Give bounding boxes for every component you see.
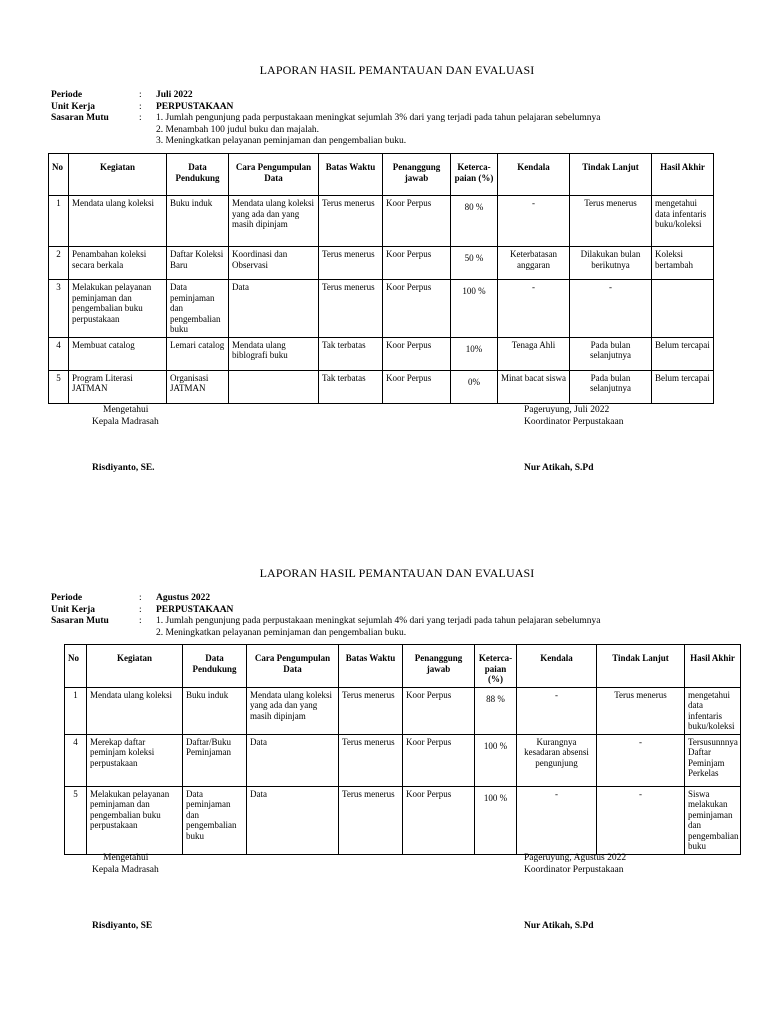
header-hasil-akhir: Hasil Akhir [652, 154, 714, 196]
cell-kegiatan: Penambahan koleksi secara berkala [69, 247, 167, 280]
unit-label: Unit Kerja [51, 101, 96, 112]
header-no: No [65, 645, 87, 688]
sig-right-line1: Pageruyung, Juli 2022 [524, 405, 610, 415]
header-cara-pengumpulan: Cara Pengumpulan Data [229, 154, 319, 196]
cell-batas-waktu: Tak terbatas [319, 337, 383, 370]
header-penanggung-jawab: Penanggung jawab [403, 645, 475, 688]
cell-penanggung-jawab: Koor Perpus [383, 280, 451, 338]
cell-hasil-akhir [652, 280, 714, 338]
cell-no: 5 [49, 370, 69, 403]
table-header-row [65, 645, 741, 688]
cell-ketercapaian: 80 % [451, 196, 498, 247]
cell-cara-pengumpulan: Data [247, 734, 339, 786]
sasaran-label: Sasaran Mutu [51, 113, 109, 123]
cell-data-pendukung: Buku induk [167, 196, 229, 247]
cell-data-pendukung: Daftar/Buku Peminjaman [183, 734, 247, 786]
cell-batas-waktu: Terus menerus [319, 196, 383, 247]
cell-tindak-lanjut: - [597, 786, 685, 854]
cell-data-pendukung: Data peminjaman dan pengembalian buku [183, 786, 247, 854]
header-batas-waktu: Batas Waktu [339, 645, 403, 688]
header-hasil-akhir: Hasil Akhir [685, 645, 741, 688]
cell-batas-waktu: Terus menerus [339, 734, 403, 786]
table-header-row [49, 154, 714, 196]
cell-hasil-akhir: Koleksi bertambah [652, 247, 714, 280]
cell-data-pendukung: Lemari catalog [167, 337, 229, 370]
sasaran-label: Sasaran Mutu [51, 616, 109, 626]
table-row [65, 734, 741, 786]
header-data-pendukung: Data Pendukung [167, 154, 229, 196]
cell-penanggung-jawab: Koor Perpus [403, 734, 475, 786]
cell-tindak-lanjut: Terus menerus [570, 196, 652, 247]
table-row [65, 786, 741, 854]
header-ketercapaian: Keterca-paian (%) [475, 645, 517, 688]
table-row [65, 687, 741, 734]
sig-left-line2: Kepala Madrasah [92, 417, 159, 427]
cell-cara-pengumpulan: Mendata ulang koleksi yang ada dan yang masih dipinjam [229, 196, 319, 247]
sasaran-item: 3. Meningkatkan pelayanan peminjaman dan pengembalian buku. [156, 136, 407, 146]
sig-right-name: Nur Atikah, S.Pd [524, 463, 594, 473]
sig-left-name: Risdiyanto, SE [92, 921, 153, 931]
header-data-pendukung: Data Pendukung [183, 645, 247, 688]
cell-tindak-lanjut: Dilakukan bulan berikutnya [570, 247, 652, 280]
sasaran-item: 2. Menambah 100 judul buku dan majalah. [156, 124, 320, 135]
sig-left-line1: Mengetahui [103, 853, 149, 863]
cell-cara-pengumpulan: Mendata ulang koleksi yang ada dan yang masih dipinjam [247, 687, 339, 734]
cell-cara-pengumpulan: Mendata ulang biblografi buku [229, 337, 319, 370]
sasaran-item: 1. Jumlah pengunjung pada perpustakaan meningkat sejumlah 4% dari yang terjadi pada tahun pelajaran sebelumnya [156, 616, 601, 626]
cell-tindak-lanjut: - [597, 734, 685, 786]
cell-cara-pengumpulan: Koordinasi dan Observasi [229, 247, 319, 280]
cell-kendala: - [498, 280, 570, 338]
header-kegiatan: Kegiatan [69, 154, 167, 196]
table-row [49, 370, 714, 403]
cell-kendala: Kurangnya kesadaran absensi pengunjung [517, 734, 597, 786]
cell-penanggung-jawab: Koor Perpus [403, 687, 475, 734]
cell-no: 1 [49, 196, 69, 247]
cell-ketercapaian: 100 % [475, 786, 517, 854]
cell-penanggung-jawab: Koor Perpus [383, 370, 451, 403]
periode-label: Periode [51, 593, 83, 603]
cell-penanggung-jawab: Koor Perpus [403, 786, 475, 854]
cell-data-pendukung: Organisasi JATMAN [167, 370, 229, 403]
table-row [49, 247, 714, 280]
cell-data-pendukung: Buku induk [183, 687, 247, 734]
cell-tindak-lanjut: - [570, 280, 652, 338]
header-tindak-lanjut: Tindak Lanjut [570, 154, 652, 196]
cell-tindak-lanjut: Pada bulan selanjutnya [570, 337, 652, 370]
sig-right-line2: Koordinator Perpustakaan [524, 865, 624, 875]
cell-no: 4 [49, 337, 69, 370]
cell-batas-waktu: Terus menerus [339, 687, 403, 734]
unit-value: PERPUSTAKAAN [156, 604, 234, 615]
cell-kegiatan: Merekap daftar peminjam koleksi perpustakaan [87, 734, 183, 786]
cell-hasil-akhir: Belum tercapai [652, 337, 714, 370]
evaluation-table [48, 153, 714, 404]
sig-right-name: Nur Atikah, S.Pd [524, 921, 594, 931]
cell-hasil-akhir: Tersusunnnya Daftar Peminjam Perkelas [685, 734, 741, 786]
cell-kendala: - [498, 196, 570, 247]
header-kegiatan: Kegiatan [87, 645, 183, 688]
cell-kendala: Tenaga Ahli [498, 337, 570, 370]
report-meta: Periode : Agustus 2022 Unit Kerja : PERPUSTAKAAN Sasaran Mutu : 1. Jumlah pengunjung pada perpustakaan meningkat sejumlah 4% dari yang terjadi pada tahun pelajaran sebelumnya 2. Meningkatkan pelayanan peminjaman dan pengembalian buku. [51, 593, 601, 638]
cell-hasil-akhir: Siswa melakukan peminjaman dan pengembalian buku [685, 786, 741, 854]
cell-ketercapaian: 0% [451, 370, 498, 403]
cell-penanggung-jawab: Koor Perpus [383, 196, 451, 247]
table-row [49, 196, 714, 247]
report-title: LAPORAN HASIL PEMANTAUAN DAN EVALUASI [259, 63, 535, 77]
sig-right-line1: Pageruyung, Agustus 2022 [524, 853, 627, 863]
unit-value: PERPUSTAKAAN [156, 101, 234, 112]
cell-kendala: Minat bacat siswa [498, 370, 570, 403]
cell-kegiatan: Melakukan pelayanan peminjaman dan pengembalian buku perpustakaan [87, 786, 183, 854]
cell-kegiatan: Program Literasi JATMAN [69, 370, 167, 403]
cell-batas-waktu: Terus menerus [339, 786, 403, 854]
cell-batas-waktu: Terus menerus [319, 247, 383, 280]
cell-penanggung-jawab: Koor Perpus [383, 247, 451, 280]
cell-kendala: - [517, 786, 597, 854]
sig-left-line2: Kepala Madrasah [92, 865, 159, 875]
cell-no: 2 [49, 247, 69, 280]
sig-left-name: Risdiyanto, SE. [92, 463, 155, 473]
cell-tindak-lanjut: Terus menerus [597, 687, 685, 734]
report-meta: Periode : Juli 2022 Unit Kerja : PERPUSTAKAAN Sasaran Mutu : 1. Jumlah pengunjung pada perpustakaan meningkat sejumlah 3% dari yang terjadi pada tahun pelajaran sebelumnya 2. Menambah 100 judul buku dan majalah. 3. Meningkatkan pelayanan peminjaman dan pengembalian buku. [51, 90, 601, 146]
periode-label: Periode [51, 90, 83, 100]
cell-no: 4 [65, 734, 87, 786]
cell-hasil-akhir: mengetahui data infentaris buku/koleksi [652, 196, 714, 247]
cell-cara-pengumpulan: Data [229, 280, 319, 338]
cell-ketercapaian: 100 % [475, 734, 517, 786]
cell-cara-pengumpulan [229, 370, 319, 403]
cell-kegiatan: Mendata ulang koleksi [87, 687, 183, 734]
cell-hasil-akhir: mengetahui data infentaris buku/koleksi [685, 687, 741, 734]
sig-left-line1: Mengetahui [103, 405, 149, 415]
table-row [49, 280, 714, 338]
cell-kendala: - [517, 687, 597, 734]
header-kendala: Kendala [498, 154, 570, 196]
evaluation-table [64, 644, 741, 855]
cell-kegiatan: Melakukan pelayanan peminjaman dan pengembalian buku perpustakaan [69, 280, 167, 338]
cell-ketercapaian: 50 % [451, 247, 498, 280]
cell-kegiatan: Membuat catalog [69, 337, 167, 370]
cell-ketercapaian: 10% [451, 337, 498, 370]
header-ketercapaian: Keterca-paian (%) [451, 154, 498, 196]
report-title: LAPORAN HASIL PEMANTAUAN DAN EVALUASI [259, 566, 535, 580]
cell-ketercapaian: 100 % [451, 280, 498, 338]
periode-value: Agustus 2022 [156, 593, 211, 603]
sasaran-item: 1. Jumlah pengunjung pada perpustakaan meningkat sejumlah 3% dari yang terjadi pada tahun pelajaran sebelumnya [156, 113, 601, 123]
cell-batas-waktu: Tak terbatas [319, 370, 383, 403]
header-tindak-lanjut: Tindak Lanjut [597, 645, 685, 688]
sasaran-item: 2. Meningkatkan pelayanan peminjaman dan pengembalian buku. [156, 627, 407, 638]
cell-data-pendukung: Daftar Koleksi Baru [167, 247, 229, 280]
cell-kendala: Keterbatasan anggaran [498, 247, 570, 280]
header-no: No [49, 154, 69, 196]
periode-value: Juli 2022 [156, 90, 193, 100]
header-cara-pengumpulan: Cara Pengumpulan Data [247, 645, 339, 688]
header-kendala: Kendala [517, 645, 597, 688]
sig-right-line2: Koordinator Perpustakaan [524, 417, 624, 427]
cell-ketercapaian: 88 % [475, 687, 517, 734]
cell-cara-pengumpulan: Data [247, 786, 339, 854]
unit-label: Unit Kerja [51, 604, 96, 615]
cell-hasil-akhir: Belum tercapai [652, 370, 714, 403]
cell-batas-waktu: Terus menerus [319, 280, 383, 338]
cell-no: 1 [65, 687, 87, 734]
cell-kegiatan: Mendata ulang koleksi [69, 196, 167, 247]
table-row [49, 337, 714, 370]
header-batas-waktu: Batas Waktu [319, 154, 383, 196]
cell-tindak-lanjut: Pada bulan selanjutnya [570, 370, 652, 403]
cell-penanggung-jawab: Koor Perpus [383, 337, 451, 370]
cell-data-pendukung: Data peminjaman dan pengembalian buku [167, 280, 229, 338]
cell-no: 3 [49, 280, 69, 338]
header-penanggung-jawab: Penanggung jawab [383, 154, 451, 196]
cell-no: 5 [65, 786, 87, 854]
